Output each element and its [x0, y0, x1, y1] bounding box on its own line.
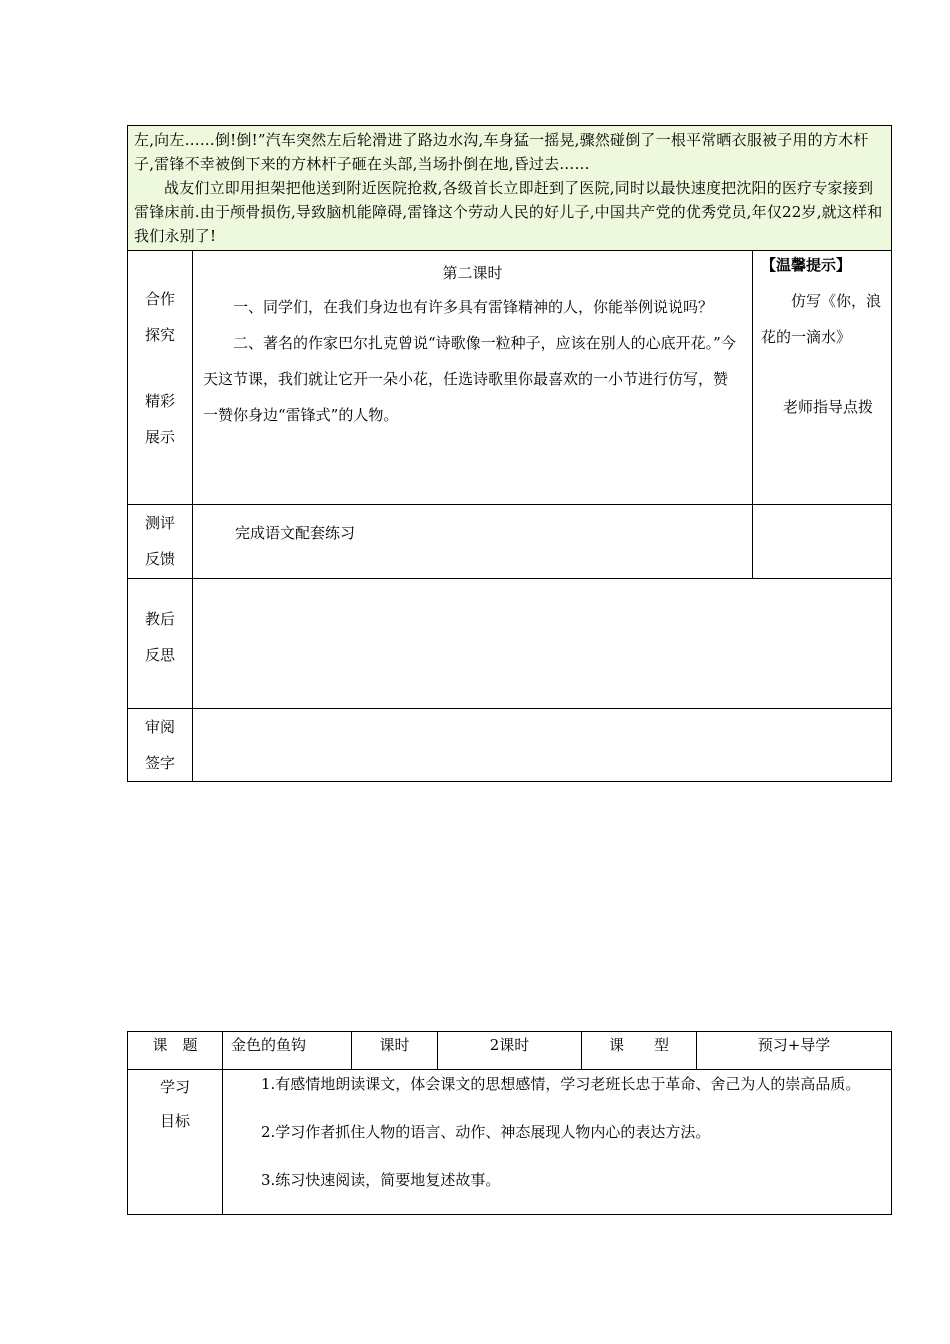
header-type-label: 课 型 — [582, 1032, 697, 1070]
lesson-header-table — [127, 1031, 892, 1215]
hint-text-1: 仿写《你，浪花的一滴水》 — [761, 292, 882, 346]
lesson-topic: 金色的鱼钩 — [223, 1032, 352, 1070]
section-content-evaluation: 完成语文配套练习 — [193, 505, 753, 579]
hint-title: 【温馨提示】 — [761, 256, 852, 274]
activity-item-1: 一、同学们，在我们身边也有许多具有雷锋精神的人，你能举例说说吗？ — [233, 298, 714, 316]
goal-2: 2.学习作者抓住人物的语言、动作、神态展现人物内心的表达方法。 — [261, 1123, 711, 1141]
story-text-cell — [128, 126, 892, 251]
lesson-hours: 2课时 — [438, 1032, 582, 1070]
goals-content — [223, 1070, 892, 1215]
section-label-reflection: 教后 反思 — [128, 579, 193, 709]
review-signature-cell — [193, 709, 892, 782]
evaluation-hint-cell — [753, 505, 892, 579]
reflection-content-cell — [193, 579, 892, 709]
lesson-plan-table — [127, 125, 892, 782]
header-topic-label: 课 题 — [128, 1032, 223, 1070]
hint-text-2: 老师指导点拨 — [783, 398, 874, 416]
header-hours-label: 课时 — [352, 1032, 438, 1070]
hint-cell — [753, 251, 892, 505]
section-label-cooperation: 合作 探究 精彩 展示 — [128, 251, 193, 505]
section-label-evaluation: 测评 反馈 — [128, 505, 193, 579]
lesson-type: 预习+导学 — [697, 1032, 892, 1070]
activity-item-2: 二、著名的作家巴尔扎克曾说“诗歌像一粒种子，应该在别人的心底开花。”今天这节课，我们就让它开一朵小花，任选诗歌里你最喜欢的一小节进行仿写，赞一赞你身边“雷锋式”的人物。 — [203, 334, 736, 424]
section-title: 第二课时 — [442, 264, 503, 282]
goals-label: 学习 目标 — [128, 1070, 223, 1215]
goal-1: 1.有感情地朗读课文，体会课文的思想感情，学习老班长忠于革命、舍己为人的崇高品质。 — [261, 1075, 861, 1093]
story-paragraph-2: 战友们立即用担架把他送到附近医院抢救,各级首长立即赶到了医院,同时以最快速度把沈阳的医疗专家接到雷锋床前.由于颅骨损伤,导致脑机能障碍,雷锋这个劳动人民的好儿子,中国共产党的优秀党员,年仅22岁,就这样和我们永别了! — [134, 179, 883, 245]
goal-3: 3.练习快速阅读，简要地复述故事。 — [261, 1171, 501, 1189]
section-content-lesson2 — [193, 251, 753, 505]
section-label-review: 审阅 签字 — [128, 709, 193, 782]
story-paragraph-1: 左,向左……倒!倒!”汽车突然左后轮滑进了路边水沟,车身猛一摇晃,骤然碰倒了一根平常晒衣服被子用的方木杆子,雷锋不幸被倒下来的方林杆子砸在头部,当场扑倒在地,昏过去…… — [134, 131, 869, 173]
